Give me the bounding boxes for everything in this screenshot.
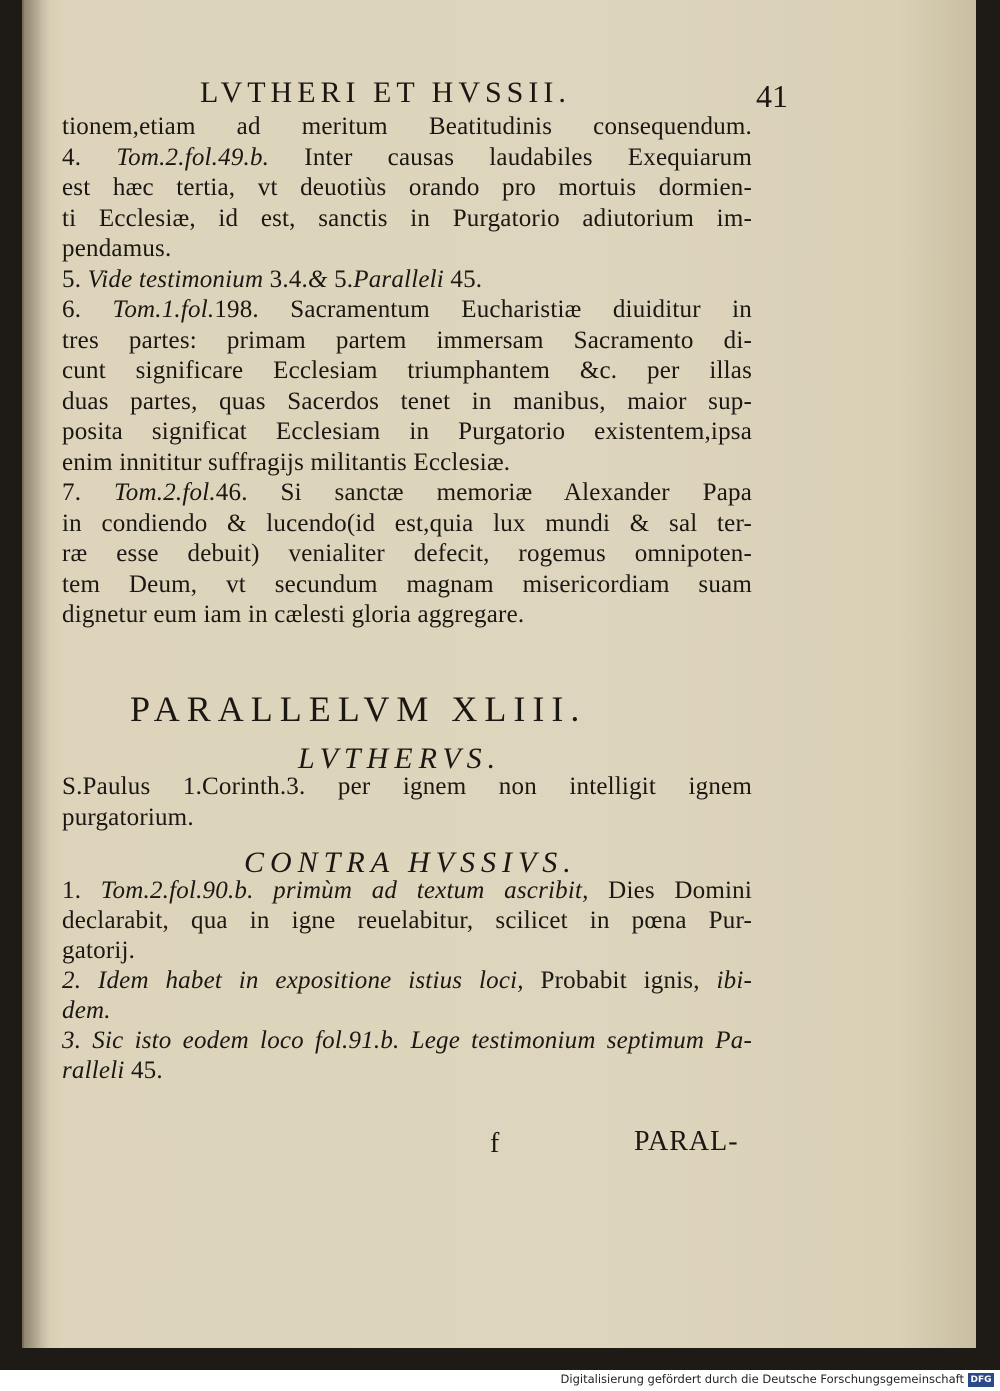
text-run: purgatorium. [62,804,194,831]
text-run: tres partes: primam partem immersam Sacramento di- [62,326,752,354]
text-run: pendamus. [62,235,172,262]
text-run: gatorij. [62,937,136,964]
text-run: dignetur eum iam in cælesti gloria aggregare. [62,601,525,628]
body-line [62,204,752,234]
signature-mark: f [490,1128,500,1159]
text-run: 46. Si sanctæ memoriæ Alexander Papa [215,479,753,506]
text-run: 6. [62,296,113,323]
text-run: est hæc tertia, vt deuotiùs orando pro mortuis dormien- [62,174,752,201]
text-run: 7. [62,479,114,506]
body-line [62,265,752,295]
text-run: cunt significare Ecclesiam triumphantem &c. per illas [62,357,752,384]
text-run: 45. [124,1057,163,1084]
body-line [62,387,752,417]
contra-line [62,1056,752,1086]
contra-line [62,966,752,996]
body-line [62,234,752,264]
body-line [62,356,752,386]
text-run: S.Paulus 1.Corinth.3. per ignem non intelligit ignem [62,773,752,800]
text-run: tem Deum, vt secundum magnam misericordiam suam [62,570,752,598]
text-run: Dies Domini [588,877,752,904]
text-run: 45. [443,265,483,293]
contra-line [62,1026,752,1056]
body-line [62,539,752,569]
text-run: Tom.1.fol. [112,296,215,323]
text-run: Vide testimonium [87,265,264,293]
body-line [62,326,752,356]
page-number: 41 [756,78,788,114]
text-run: 5. [62,265,88,293]
contra-line [62,996,752,1026]
body-line [62,143,752,173]
text-run: Tom.2.fol.49.b. [116,143,270,171]
text-run: 198. Sacramentum Eucharistiæ diuiditur in [214,296,752,323]
text-run: 3. Sic isto eodem loco fol.91.b. Lege testimonium septimum Pa- [62,1027,752,1054]
text-run: 2. Idem habet in expositione istius loci, [62,967,524,994]
text-run: ræ esse debuit) venialiter defecit, rogemus omnipoten- [62,540,752,567]
body-line [62,570,752,600]
text-run: ti Ecclesiæ, id est, sanctis in Purgatorio adiutorium im- [62,204,752,232]
body-line [62,173,752,203]
body-line [62,417,752,447]
text-run: in condiendo & lucendo(id est,quia lux mundi & sal ter- [62,509,752,537]
luther-line [62,803,752,833]
running-head: LVTHERI ET HVSSII. [200,76,571,109]
contra-line [62,906,752,936]
catchword: PARAL- [634,1126,739,1157]
text-run: duas partes, quas Sacerdos tenet in manibus, maior sup- [62,387,752,415]
footer-credit: Digitalisierung gefördert durch die Deutsche Forschungsgemeinschaft [560,1372,964,1386]
text-run: posita significat Ecclesiam in Purgatorio existentem,ipsa [62,418,752,445]
text-run: 1. [62,877,101,904]
text-run: Probabit ignis, [523,967,717,994]
text-run: & [307,265,328,293]
contra-line [62,936,752,966]
text-run: 4. [62,143,117,171]
body-line [62,295,752,325]
body-line [62,600,752,630]
body-line [62,112,752,142]
luther-label: LVTHERVS. [298,742,502,775]
text-run: Tom.2.fol. [113,479,216,506]
body-line [62,509,752,539]
section-heading: PARALLELVM XLIII. [130,689,587,729]
body-line [62,448,752,478]
text-run: enim innititur suffragijs militantis Ecclesiæ. [62,448,511,476]
text-run: Paralleli [353,265,444,293]
body-line [62,478,752,508]
text-run: tionem,etiam ad meritum Beatitudinis consequendum. [62,113,752,140]
contra-label: CONTRA HVSSIVS. [244,846,577,879]
text-run: 3.4. [263,265,308,293]
text-run: dem. [62,997,111,1024]
text-run: Tom.2.fol.90.b. primùm ad textum ascribit, [100,877,589,904]
text-run: declarabit, qua in igne reuelabitur, scilicet in pœna Pur- [62,907,752,934]
contra-line [62,876,752,906]
text-run: 5. [327,265,354,293]
text-run: Inter causas laudabiles Exequiarum [269,143,752,171]
luther-line [62,772,752,802]
text-run: ibi- [716,967,752,994]
dfg-logo: DFG [968,1373,994,1387]
text-run: ralleli [62,1057,125,1084]
